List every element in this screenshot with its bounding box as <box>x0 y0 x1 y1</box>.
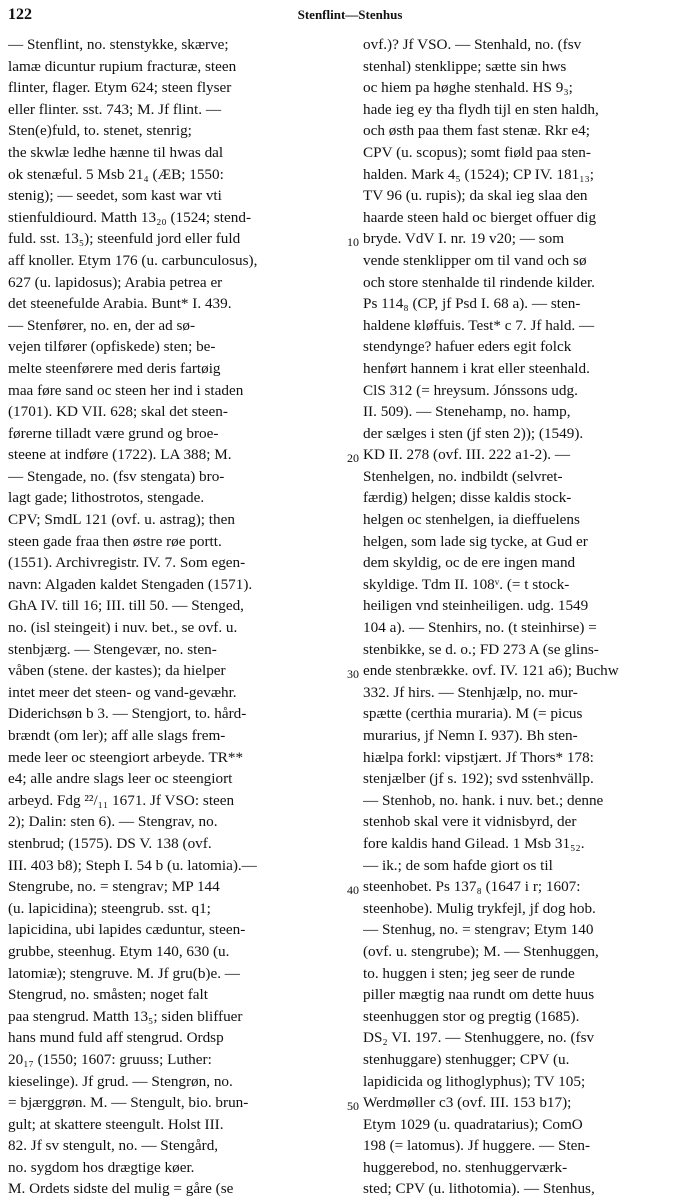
text-line: hiælpa forkl: vipstjært. Jf Thors* 178: <box>363 748 594 766</box>
text-line: aff knoller. Etym 176 (u. carbunculosus), <box>8 251 258 269</box>
text-line: navn: Algaden kaldet Stengaden (1571). <box>8 575 253 593</box>
text-line: TV 96 (u. rupis); da skal ieg slaa den <box>363 187 588 205</box>
text-line: heiligen vnd steinheiligen. udg. 1549 <box>363 597 589 615</box>
text-line: CPV; SmdL 121 (ovf. u. astrag); then <box>8 511 235 529</box>
text-line: steen gade fraa then østre røe portt. <box>8 532 222 550</box>
text-line: DS₂ VI. 197. — Stenhuggere, no. (fsv <box>363 1029 595 1047</box>
text-line: 20₁₇ (1550; 1607: gruuss; Luther: <box>8 1050 212 1068</box>
text-line: (1551). Archivregistr. IV. 7. Som egen- <box>8 554 246 572</box>
text-line: steenhobe). Mulig trykfejl, jf dog hob. <box>363 899 596 917</box>
text-line: stenbikke, se d. o.; FD 273 A (se glins- <box>363 640 599 658</box>
text-line: stenig); — seedet, som kast war vti <box>8 187 222 205</box>
text-line: gult; at skattere steengult. Holst III. <box>8 1115 224 1133</box>
text-line: hade ieg ey tha flydh tijl en sten haldh, <box>363 100 599 118</box>
text-line: stenbrud; (1575). DS V. 138 (ovf. <box>8 834 212 852</box>
text-line: 198 (= latomus). Jf huggere. — Sten- <box>363 1137 591 1155</box>
text-line: to. huggen i sten; jeg seer de runde <box>363 964 575 982</box>
text-line: haarde steen hald oc bierget offuer dig <box>363 208 597 226</box>
text-line: brændt (om ler); aff alle slags frem- <box>8 727 226 744</box>
text-line: stendynge? hafuer eders egit folck <box>363 338 572 356</box>
text-line: helgen oc stenhelgen, ia dieffuelens <box>363 511 580 529</box>
text-line: latomiæ); stengruve. M. Jf gru(b)e. — <box>8 964 240 982</box>
text-line: och østh paa them fast stenæ. Rkr e4; <box>363 122 590 140</box>
line-marker-30: 30 <box>347 667 359 681</box>
text-line: skyldige. Tdm II. 108ᵛ. (= t stock- <box>363 575 570 593</box>
text-line: Stengrube, no. = stengrav; MP 144 <box>8 878 220 896</box>
text-line: eller flinter. sst. 743; M. Jf flint. — <box>8 100 222 118</box>
text-line: — Stenflint, no. stenstykke, skærve; <box>8 36 229 53</box>
text-line: — Stenfører, no. en, der ad sø- <box>8 316 196 334</box>
text-line: stienfuldiourd. Matth 13₂₀ (1524; stend- <box>8 208 252 226</box>
text-line: murarius, jf Nemn I. 937). Bh sten- <box>363 727 578 744</box>
text-line: huggerebod, no. stenhuggerværk- <box>363 1158 568 1176</box>
line-marker-10: 10 <box>347 235 359 249</box>
text-line: sted; CPV (u. lithotomia). — Stenhus, <box>363 1180 595 1198</box>
text-line: 332. Jf hirs. — Stenhjælp, no. mur- <box>363 683 578 701</box>
right-column <box>363 34 691 1200</box>
text-line: lapicidina, ubi lapides cæduntur, steen- <box>8 921 246 939</box>
text-line: — Stenhob, no. hank. i nuv. bet.; denne <box>363 791 604 809</box>
text-line: ende stenbrække. ovf. IV. 121 a6); Buchw <box>363 662 619 680</box>
text-line: steenhobet. Ps 137₈ (1647 i r; 1607: <box>363 878 581 896</box>
text-line: och store stenhalde til rindende kilder. <box>363 273 595 291</box>
text-line: oc hiem pa høghe stenhald. HS 9₃; <box>363 79 573 97</box>
text-line: det steenefulde Arabia. Bunt* I. 439. <box>8 295 232 313</box>
text-line: the skwlæ ledhe hænne til hwas dal <box>8 143 224 161</box>
text-line: KD II. 278 (ovf. III. 222 a1-2). — <box>363 446 571 464</box>
text-line: — Stenhug, no. = stengrav; Etym 140 <box>363 921 594 939</box>
page-number: 122 <box>8 6 32 23</box>
text-line: II. 509). — Stenehamp, no. hamp, <box>363 403 571 421</box>
text-line: våben (stene. der kastes); da hielper <box>8 662 226 680</box>
text-line: lapidicida og lithoglyphus); TV 105; <box>363 1072 586 1090</box>
line-marker-50: 50 <box>347 1099 359 1113</box>
text-line: 82. Jf sv stengult, no. — Stengård, <box>8 1137 219 1155</box>
text-line: stenhob skal vere it vidnisbyrd, der <box>363 813 577 831</box>
text-line: grubbe, steenhug. Etym 140, 630 (u. <box>8 942 230 960</box>
text-line: — ik.; de som hafde giort os til <box>363 856 553 874</box>
text-line: M. Ordets sidste del mulig = gåre (se <box>8 1180 234 1198</box>
text-line: ClS 312 (= hreysum. Jónssons udg. <box>363 381 578 399</box>
text-line: flinter, flager. Etym 624; steen flyser <box>8 79 232 97</box>
text-line: der sælges i sten (jf sten 2)); (1549). <box>363 424 584 442</box>
line-marker-20: 20 <box>347 451 359 465</box>
text-line: Sten(e)fuld, to. stenet, stenrig; <box>8 122 192 140</box>
text-line: (u. lapicidina); steengrub. sst. q1; <box>8 899 211 917</box>
page-header <box>8 4 692 26</box>
text-line: kieselinge). Jf grud. — Stengrøn, no. <box>8 1072 233 1090</box>
text-line: stenhuggare) stenhugger; CPV (u. <box>363 1050 570 1068</box>
text-line: 627 (u. lapidosus); Arabia petrea er <box>8 273 223 291</box>
text-line: ok stenæful. 5 Msb 21₄ (ÆB; 1550: <box>8 165 224 183</box>
text-line: lamæ dicuntur rupium fracturæ, steen <box>8 57 237 75</box>
text-line: stenjælber (jf s. 192); svd sstenhvällp. <box>363 770 594 788</box>
text-line: — Stengade, no. (fsv stengata) bro- <box>8 467 225 485</box>
text-line: spætte (certhia muraria). M (= picus <box>363 705 583 723</box>
text-line: Ps 114₈ (CP, jf Psd I. 68 a). — sten- <box>363 295 581 313</box>
left-column <box>8 34 336 1200</box>
text-line: vejen tilfører (opfiskede) sten; be- <box>8 338 216 356</box>
text-line: fore kaldis hand Gilead. 1 Msb 31₅₂. <box>363 834 585 852</box>
text-line: arbeyd. Fdg ²²/₁₁ 1671. Jf VSO: steen <box>8 791 235 809</box>
text-line: paa stengrud. Matth 13₅; siden bliffuer <box>8 1007 243 1025</box>
text-line: Diderichsøn b 3. — Stengjort, to. hård- <box>8 705 247 723</box>
text-line: e4; alle andre slags leer oc steengiort <box>8 770 233 788</box>
text-line: hans mund fuld aff stengrud. Ordsp <box>8 1029 224 1047</box>
text-line: GhA IV. till 16; III. till 50. — Stenged, <box>8 597 244 615</box>
text-line: melte steenførere med deris fartøig <box>8 359 221 377</box>
text-line: lagt gade; lithostrotos, stengade. <box>8 489 205 507</box>
text-line: halden. Mark 4₅ (1524); CP IV. 181₁₃; <box>363 165 595 183</box>
text-line: Stenhelgen, no. indbildt (selvret- <box>363 467 563 485</box>
text-line: intet meer det steen- og vand-gevæhr. <box>8 683 237 701</box>
text-line: no. sygdom hos drægtige køer. <box>8 1158 195 1176</box>
text-line: færdig) helgen; disse kaldis stock- <box>363 489 572 507</box>
text-line: Stengrud, no. småsten; noget falt <box>8 986 208 1004</box>
text-line: no. (isl steingeit) i nuv. bet., se ovf. u. <box>8 619 238 637</box>
text-line: bryde. VdV I. nr. 19 v20; — som <box>363 230 565 248</box>
text-line: steene at indføre (1722). LA 388; M. <box>8 446 232 464</box>
text-line: vende stenklipper om til vand och sø <box>363 251 587 269</box>
text-line: dem skyldig, oc de ere ingen mand <box>363 554 576 572</box>
text-line: stenhal) stenklippe; sætte sin hws <box>363 57 567 75</box>
running-title: Stenflint—Stenhus <box>297 7 403 22</box>
line-marker-40: 40 <box>347 883 359 897</box>
text-line: fuld. sst. 13₅); steenfuld jord eller fuld <box>8 230 241 248</box>
text-line: piller mægtig naa rundt om dette huus <box>363 986 595 1004</box>
text-line: steenhuggen stor og pregtig (1685). <box>363 1007 580 1025</box>
text-line: haldene kløffuis. Test* c 7. Jf hald. — <box>363 316 595 334</box>
text-line: 104 a). — Stenhirs, no. (t steinhirse) = <box>363 619 597 637</box>
text-line: Werdmøller c3 (ovf. III. 153 b17); <box>363 1094 572 1112</box>
text-line: (1701). KD VII. 628; skal det steen- <box>8 403 228 421</box>
text-line: CPV (u. scopus); somt fiøld paa sten- <box>363 143 591 161</box>
text-line: 2); Dalin: sten 6). — Stengrav, no. <box>8 813 218 831</box>
text-line: henført hannem i krat eller steenhald. <box>363 359 590 377</box>
text-line: III. 403 b8); Steph I. 54 b (u. latomia).— <box>8 856 257 874</box>
text-line: Etym 1029 (u. quadratarius); ComO <box>363 1115 583 1133</box>
text-line: ovf.)? Jf VSO. — Stenhald, no. (fsv <box>363 36 582 53</box>
text-line: helgen, som lade sig tycke, at Gud er <box>363 532 588 550</box>
text-line: førerne tilladt være grund og broe- <box>8 424 219 442</box>
text-line: maa føre sand oc steen her ind i staden <box>8 381 244 399</box>
text-line: stenbjærg. — Stengevær, no. sten- <box>8 640 217 658</box>
text-line: = bjærggrøn. M. — Stengult, bio. brun- <box>8 1094 249 1112</box>
text-line: (ovf. u. stengrube); M. — Stenhuggen, <box>363 942 599 960</box>
text-line: mede leer oc steengiort arbeyde. TR** <box>8 748 244 766</box>
